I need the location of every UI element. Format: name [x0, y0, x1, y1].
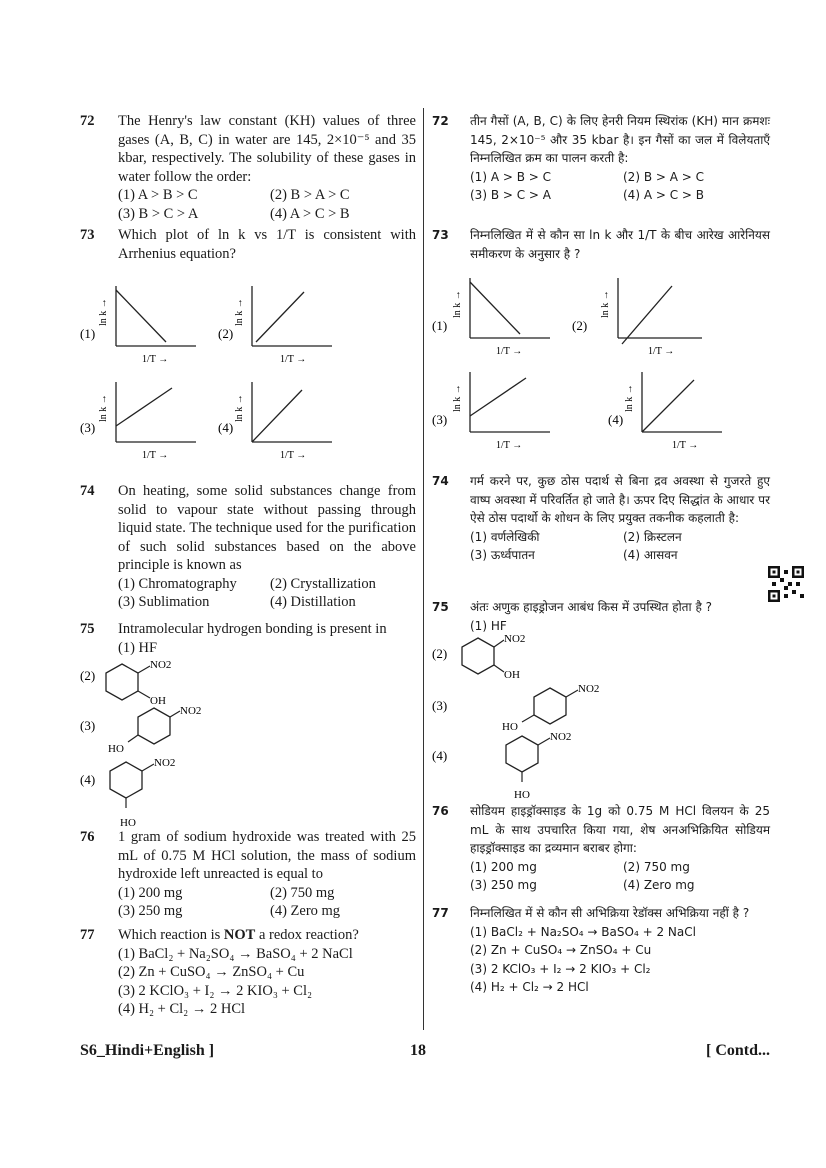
question-73-hi — [432, 226, 770, 472]
page-number: 18 — [410, 1042, 426, 1059]
svg-text:(4): (4) — [432, 748, 448, 763]
option-1[interactable]: (1) वर्णलेखिकी — [470, 529, 540, 544]
option-1[interactable]: (1) Chromatography — [118, 575, 237, 592]
option-2[interactable]: (2) 750 mg — [623, 859, 690, 874]
option-2[interactable]: (2) 750 mg — [270, 884, 335, 901]
question-number: 74 — [80, 483, 95, 499]
question-72-hi — [432, 112, 770, 226]
structures-en — [80, 658, 378, 828]
question-text: The Henry's law constant (KH) values of three gases (A, B, C) in water are 145, 2×10⁻⁵ and 35 kbar, respectively. The solubility of these gases in water follow the order: — [118, 113, 416, 185]
option-2[interactable]: (2) क्रिस्टलन — [623, 529, 682, 544]
question-77-en — [80, 926, 416, 1019]
question-75-en — [80, 620, 416, 828]
continued-label: [ Contd... — [705, 1042, 770, 1059]
svg-text:NO2: NO2 — [150, 659, 172, 671]
svg-text:(3): (3) — [80, 718, 96, 733]
plot-label-2: (2) — [218, 326, 234, 341]
option-3[interactable]: (3) Sublimation — [118, 594, 210, 610]
question-number: 73 — [80, 227, 95, 243]
plot-label-3: (3) — [80, 420, 96, 435]
option-4[interactable]: (4) Distillation — [270, 594, 356, 610]
svg-text:ln k →: ln k → — [452, 290, 463, 318]
option-3[interactable]: (3) 2 KClO₃ + I₂ → 2 KIO₃ + Cl₂ — [118, 982, 313, 999]
option-1[interactable]: (1) A > B > C — [470, 169, 551, 184]
svg-text:ln k →: ln k → — [624, 384, 635, 412]
plot-1 — [432, 278, 550, 357]
svg-text:HO: HO — [514, 789, 530, 800]
question-76-en — [80, 828, 416, 926]
option-1[interactable]: (1) HF — [470, 618, 507, 633]
y-axis-label: ln k → — [98, 394, 109, 422]
svg-text:(2): (2) — [80, 668, 96, 683]
option-1[interactable]: (1) BaCl₂ + Na₂SO₄ → BaSO₄ + 2 NaCl — [118, 945, 353, 962]
option-1[interactable]: (1) HF — [118, 639, 158, 656]
option-3[interactable]: (3) B > C > A — [470, 188, 551, 202]
svg-text:(4): (4) — [608, 412, 624, 427]
question-73-en — [80, 226, 416, 482]
option-4[interactable]: (4) Zero mg — [623, 878, 695, 892]
question-text: सोडियम हाइड्रॉक्साइड के 1g को 0.75 M HCl विलयन के 25 mL के साथ उपचारित किया गया, शेष अनअभिक्रियित सोडियम हाइड्रॉक्साइड का द्रव्यमान बराबर होगा: — [470, 804, 770, 855]
x-axis-label: 1/T → — [280, 450, 307, 461]
question-number: 76 — [432, 804, 449, 818]
svg-text:(2): (2) — [572, 318, 588, 333]
svg-text:1/T →: 1/T → — [648, 346, 675, 357]
option-3[interactable]: (3) 250 mg — [470, 878, 537, 892]
option-4-meta-nitrophenol — [432, 731, 571, 800]
plot-label-1: (1) — [80, 326, 96, 341]
question-text: Intramolecular hydrogen bonding is present in — [118, 621, 387, 637]
question-text: Which reaction is NOT a redox reaction? — [118, 927, 359, 943]
option-1[interactable]: (1) BaCl₂ + Na₂SO₄ → BaSO₄ + 2 NaCl — [470, 924, 696, 939]
question-76-hi — [432, 802, 770, 904]
svg-text:NO2: NO2 — [578, 683, 600, 695]
question-number: 77 — [80, 927, 95, 943]
question-number: 72 — [80, 113, 95, 129]
option-1[interactable]: (1) A > B > C — [118, 187, 198, 203]
svg-text:HO: HO — [120, 817, 136, 828]
plot-4 — [218, 382, 332, 461]
svg-text:(3): (3) — [432, 412, 448, 427]
option-2-ortho-nitrophenol — [432, 634, 525, 681]
option-3[interactable]: (3) 250 mg — [118, 903, 183, 919]
option-3-para-nitrophenol — [432, 683, 599, 733]
plot-2 — [218, 286, 332, 365]
question-number: 73 — [432, 228, 449, 242]
svg-text:1/T →: 1/T → — [672, 440, 699, 451]
svg-text:NO2: NO2 — [504, 634, 526, 645]
question-text: 1 gram of sodium hydroxide was treated with 25 mL of 0.75 M HCl solution, the mass of sodium hydroxide left unreacted is equal to — [118, 829, 416, 882]
options — [118, 575, 416, 612]
option-4[interactable]: (4) आसवन — [623, 548, 678, 562]
svg-text:(3): (3) — [432, 698, 448, 713]
svg-text:ln k →: ln k → — [600, 290, 611, 318]
svg-text:(2): (2) — [432, 646, 448, 661]
plot-1 — [80, 286, 196, 365]
english-column — [80, 112, 416, 1019]
svg-text:HO: HO — [108, 743, 124, 755]
question-text: निम्नलिखित में से कौन सा ln k और 1/T के बीच आरेख आरेनियस समीकरण के अनुसार है ? — [470, 228, 770, 261]
question-number: 72 — [432, 114, 449, 128]
option-3-para-nitrophenol — [80, 705, 201, 755]
option-4[interactable]: (4) H₂ + Cl₂ → 2 HCl — [470, 980, 589, 994]
column-divider — [423, 108, 424, 1030]
option-4[interactable]: (4) A > C > B — [623, 188, 704, 202]
option-3[interactable]: (3) ऊर्ध्वपातन — [470, 548, 535, 562]
svg-text:NO2: NO2 — [154, 757, 176, 769]
option-2[interactable]: (2) Zn + CuSO₄ → ZnSO₄ + Cu — [470, 943, 652, 957]
question-74-hi — [432, 472, 770, 598]
question-72-en — [80, 112, 416, 226]
svg-text:NO2: NO2 — [550, 731, 572, 743]
x-axis-label: 1/T → — [142, 354, 169, 365]
svg-text:HO: HO — [502, 721, 518, 733]
plot-4 — [608, 372, 722, 451]
svg-text:1/T →: 1/T → — [496, 346, 523, 357]
options — [470, 858, 770, 895]
y-axis-label: ln k → — [234, 298, 245, 326]
plot-label-4: (4) — [218, 420, 234, 435]
question-75-hi — [432, 598, 770, 802]
question-text: गर्म करने पर, कुछ ठोस पदार्थ से बिना द्रव अवस्था से गुजरते हुए वाष्प अवस्था में परिवर्तित हो जाते है। ऊपर दिए सिद्धांत के आधार पर ऐसे ठोस पदार्थो के शोधन के लिए प्रयुक्त तकनीक कहलाती है: — [470, 474, 770, 525]
svg-text:1/T →: 1/T → — [496, 440, 523, 451]
option-3[interactable]: (3) B > C > A — [118, 205, 199, 222]
question-text: अंतः अणुक हाइड्रोजन आबंध किस में उपस्थित होता है ? — [470, 600, 713, 614]
option-4-meta-nitrophenol — [80, 757, 175, 828]
option-3[interactable]: (3) 2 KClO₃ + I₂ → 2 KIO₃ + Cl₂ — [470, 961, 651, 976]
option-2[interactable]: (2) B > A > C — [270, 187, 350, 203]
option-4[interactable]: (4) H₂ + Cl₂ → 2 HCl — [118, 1001, 246, 1017]
question-number: 76 — [80, 829, 95, 845]
svg-text:OH: OH — [150, 695, 166, 707]
option-2[interactable]: (2) B > A > C — [623, 169, 704, 184]
plot-2 — [572, 278, 702, 357]
option-4[interactable]: (4) A > C > B — [270, 205, 350, 222]
svg-text:NO2: NO2 — [180, 705, 202, 717]
option-2[interactable]: (2) Crystallization — [270, 575, 376, 592]
paper-code: S6_Hindi+English ] — [80, 1042, 215, 1059]
question-74-en — [80, 482, 416, 620]
question-text: Which plot of ln k vs 1/T is consistent with Arrhenius equation? — [118, 227, 416, 262]
y-axis-label: ln k → — [98, 298, 109, 326]
question-number: 75 — [80, 621, 95, 637]
options — [118, 186, 416, 223]
arrhenius-plots-en — [80, 276, 378, 476]
plot-3 — [80, 382, 196, 461]
question-text: निम्नलिखित में से कौन सी अभिक्रिया रेडॉक्स अभिक्रिया नहीं है ? — [470, 906, 750, 920]
question-77-hi — [432, 904, 770, 997]
svg-text:(4): (4) — [80, 772, 96, 787]
x-axis-label: 1/T → — [142, 450, 169, 461]
question-number: 75 — [432, 600, 449, 614]
svg-text:(1): (1) — [432, 318, 448, 333]
option-2-ortho-nitrophenol — [80, 659, 171, 707]
options — [118, 884, 416, 921]
question-number: 74 — [432, 474, 449, 488]
options — [470, 528, 770, 565]
option-4[interactable]: (4) Zero mg — [270, 903, 341, 919]
plot-3 — [432, 372, 550, 451]
qr-code-icon — [768, 566, 804, 602]
option-1[interactable]: (1) 200 mg — [118, 884, 183, 901]
x-axis-label: 1/T → — [280, 354, 307, 365]
svg-text:ln k →: ln k → — [452, 384, 463, 412]
question-number: 77 — [432, 906, 449, 920]
option-2[interactable]: (2) Zn + CuSO₄ → ZnSO₄ + Cu — [118, 964, 305, 980]
options — [470, 168, 770, 205]
arrhenius-plots-hi — [432, 272, 732, 472]
structures-hi — [432, 634, 732, 800]
option-1[interactable]: (1) 200 mg — [470, 859, 537, 874]
svg-text:OH: OH — [504, 669, 520, 681]
question-text: तीन गैसों (A, B, C) के लिए हेनरी नियम स्थिरांक (KH) मान क्रमशः 145, 2×10⁻⁵ और 35 kbar है। इन गैसों का जल में विलेयताएँ निम्नलिखित क्रम का पालन करती है: — [470, 114, 770, 165]
y-axis-label: ln k → — [234, 394, 245, 422]
question-text: On heating, some solid substances change from solid to vapour state without passing through liquid state. The technique used for the purification of such solid substances based on the above principle is known as — [118, 483, 416, 573]
hindi-column — [432, 112, 770, 997]
